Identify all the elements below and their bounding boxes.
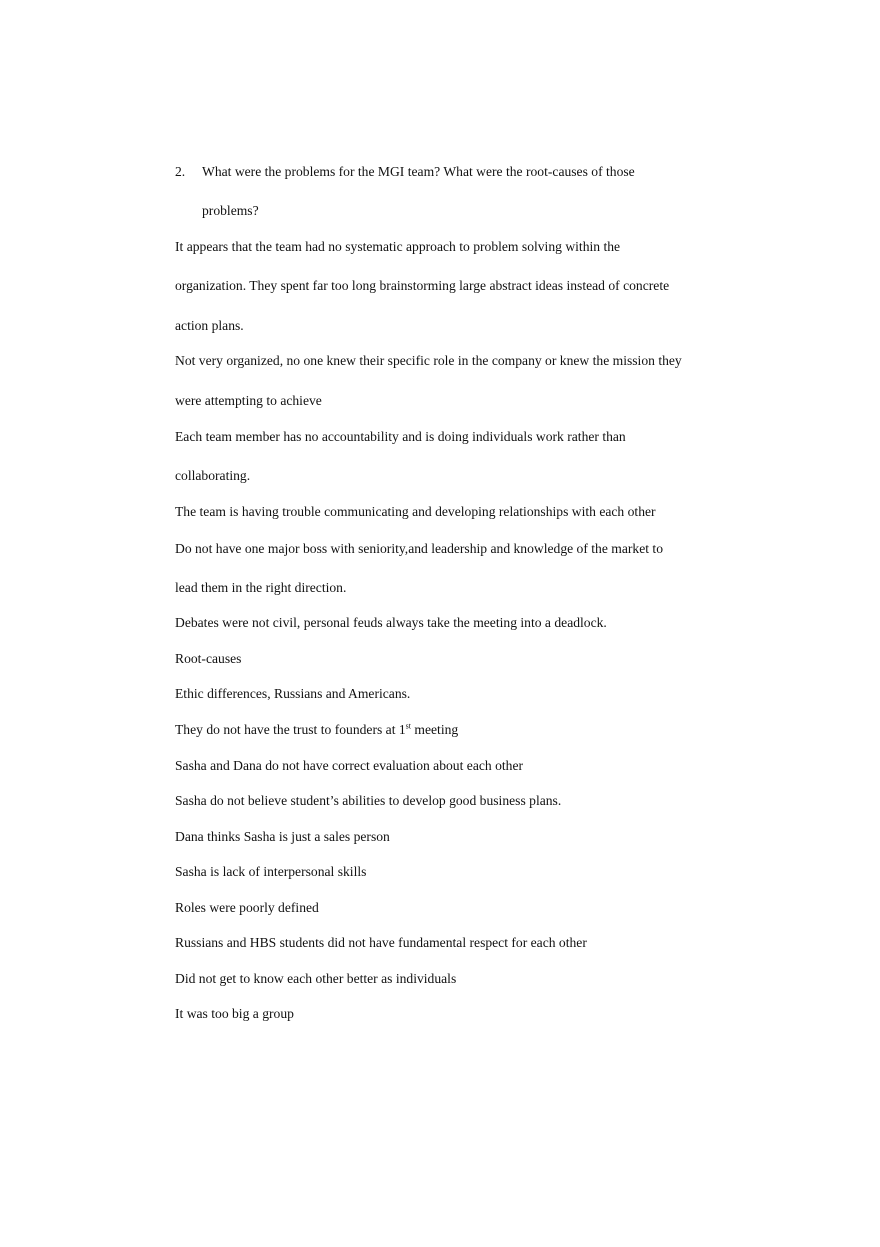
root-cause-item-5: Dana thinks Sasha is just a sales person [175,829,390,844]
problem-line-2: organization. They spent far too long brainstorming large abstract ideas instead of concrete [175,278,670,293]
root-cause-item-1: Ethic differences, Russians and Americans. [175,686,411,701]
root-cause-item-9: Did not get to know each other better as individuals [175,971,457,986]
problem-line-7: collaborating. [175,468,251,483]
problem-line-3: action plans. [175,318,244,333]
root-cause-item-2-text: They do not have the trust to founders at 1 [175,722,406,737]
problem-line-11: Debates were not civil, personal feuds always take the meeting into a deadlock. [175,615,607,630]
root-causes-heading: Root-causes [175,651,242,666]
root-cause-item-7: Roles were poorly defined [175,900,319,915]
problem-line-10: lead them in the right direction. [175,580,347,595]
problem-line-4: Not very organized, no one knew their specific role in the company or knew the mission they [175,353,682,368]
root-cause-item-2 [175,722,458,738]
problem-line-1: It appears that the team had no systematic approach to problem solving within the [175,239,621,254]
root-cause-item-8: Russians and HBS students did not have fundamental respect for each other [175,935,587,950]
question-number: 2. [175,164,186,179]
root-cause-item-6: Sasha is lack of interpersonal skills [175,864,367,879]
problem-line-8: The team is having trouble communicating and developing relationships with each other [175,504,656,519]
question-line-1: What were the problems for the MGI team? What were the root-causes of those [202,164,635,179]
root-cause-item-4: Sasha do not believe student’s abilities to develop good business plans. [175,793,562,808]
problem-line-5: were attempting to achieve [175,393,322,408]
root-cause-item-10: It was too big a group [175,1006,294,1021]
root-cause-item-2-tail: meeting [411,722,459,737]
question-line-2: problems? [202,203,259,218]
problem-line-6: Each team member has no accountability and is doing individuals work rather than [175,429,626,444]
problem-line-9: Do not have one major boss with seniority,and leadership and knowledge of the market to [175,541,663,556]
ordinal-suffix: st [405,721,412,731]
root-cause-item-3: Sasha and Dana do not have correct evaluation about each other [175,758,524,773]
